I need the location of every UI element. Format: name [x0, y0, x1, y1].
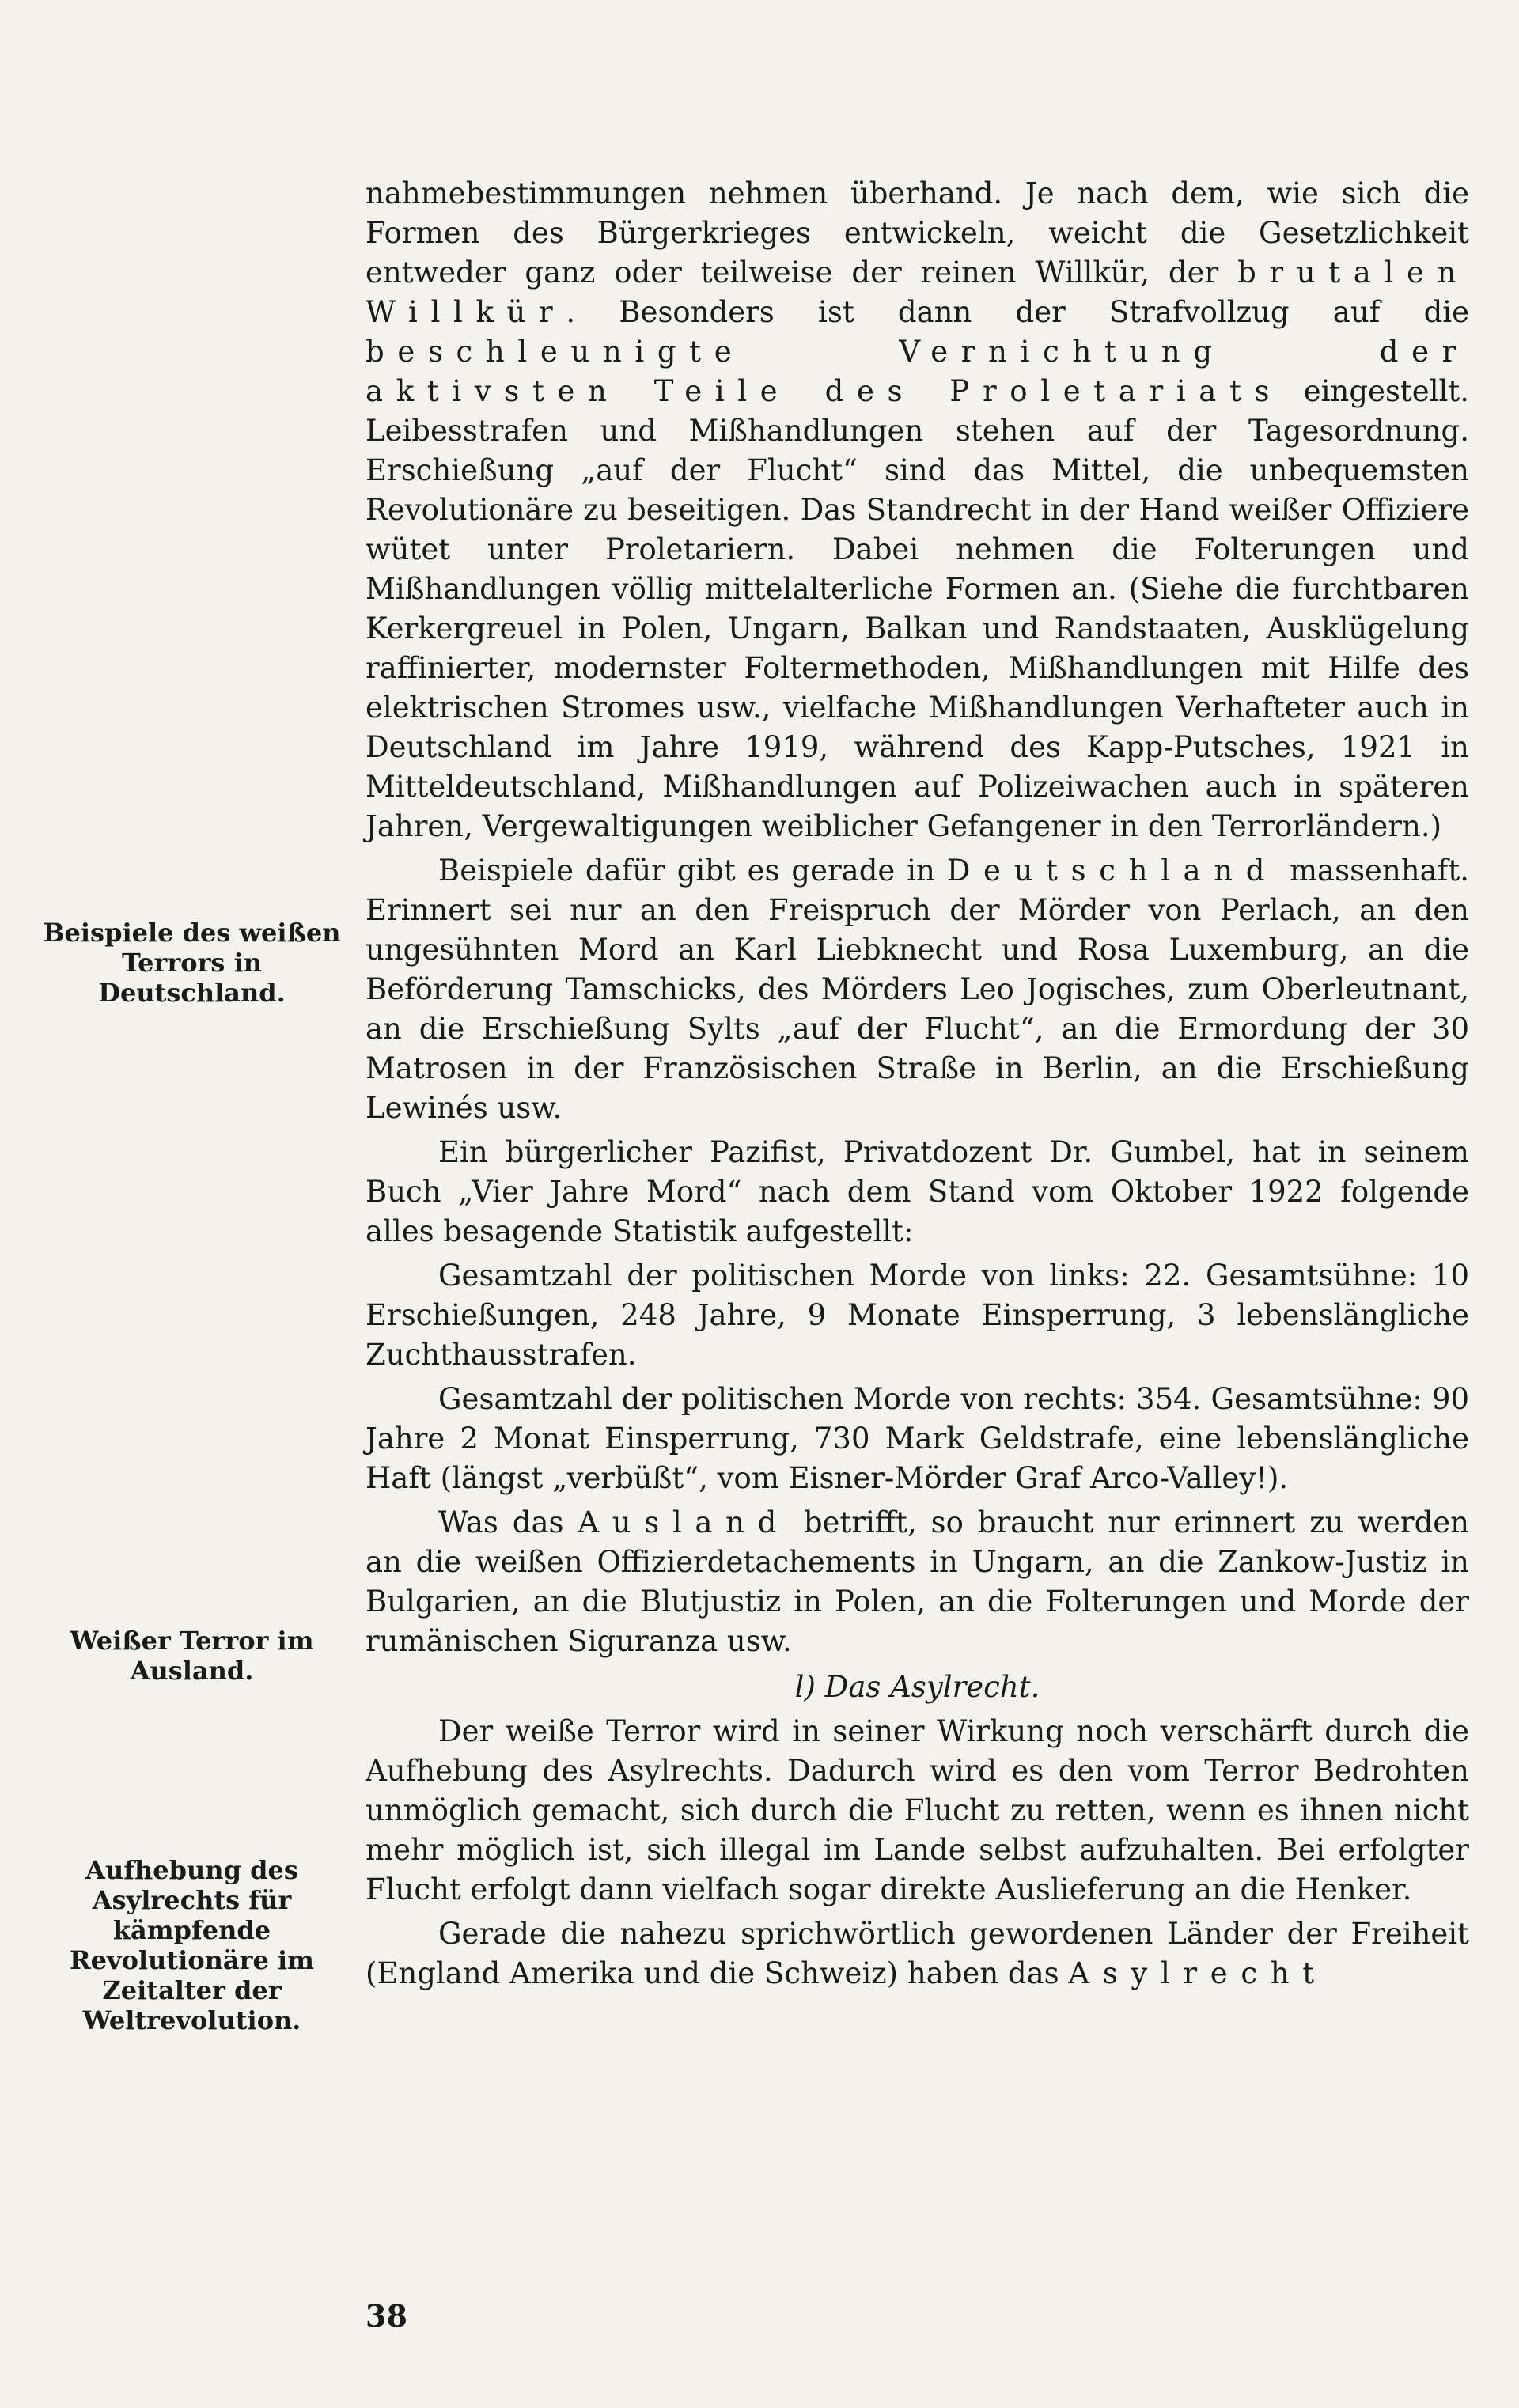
spaced-emphasis: Ausland [578, 1505, 790, 1539]
text-run: betrifft, so braucht nur erinnert zu werden an die weißen Offizierdetachements in Ungarn, an die Zankow-Justiz in Bulgarien, an die Blutjustiz in Polen, an die Folterungen und Morde der rumänischen Siguranza usw. [366, 1505, 1469, 1658]
spaced-emphasis: beschleunigte Vernichtung der aktivsten Teile des Proletariats [366, 335, 1469, 408]
spaced-emphasis: brutalen Willkür [366, 256, 1469, 329]
text-run: nahmebestimmungen nehmen überhand. Je nach dem, wie sich die Formen des Bürgerkrieges entwickeln, weicht die Gesetzlichkeit entweder ganz oder teilweise der reinen Willkür, der [366, 176, 1469, 290]
text-run: eingestellt. Leibesstrafen und Mißhandlungen stehen auf der Tagesordnung. Erschießung „auf der Flucht“ sind das Mittel, die unbequemsten Revolutionäre zu beseitigen. Das Standrecht in der Hand weißer Offiziere wütet unter Proletariern. Dabei nehmen die Folterungen und Mißhandlungen völlig mittelalterliche Formen an. (Siehe die furchtbaren Kerkergreuel in Polen, Ungarn, Balkan und Randstaaten, Ausklügelung raffinierter, modernster Foltermethoden, Mißhandlungen mit Hilfe des elektrischen Stromes usw., vielfache Mißhandlungen Verhafteter auch in Deutschland im Jahre 1919, während des Kapp-Putsches, 1921 in Mitteldeutschland, Mißhandlungen auf Polizeiwachen auch in späteren Jahren, Vergewaltigungen weiblicher Gefangener in den Terrorländern.) [366, 374, 1469, 843]
paragraph-stats-left: Gesamtzahl der politischen Morde von links: 22. Gesamtsühne: 10 Erschießungen, 248 Jahre, 9 Monate Einsperrung, 3 lebenslängliche Zuchthausstrafen. [366, 1259, 1469, 1372]
spaced-emphasis: Deutschland [946, 854, 1278, 888]
paragraph-freedom-countries [366, 1914, 1469, 1993]
margin-note-germany: Beispiele des weißen Terrors in Deutschland. [43, 918, 341, 1008]
text-run: . Besonders ist dann der Strafvollzug auf die [566, 295, 1469, 329]
text-run: massenhaft. Erinnert sei nur an den Freispruch der Mörder von Perlach, an den ungesühnten Mord an Karl Liebknecht und Rosa Luxemburg, an die Beförderung Tamschicks, des Mörders Leo Jogisches, zum Oberleutnant, an die Erschießung Sylts „auf der Flucht“, an die Ermordung der 30 Matrosen in der Französischen Straße in Berlin, an die Erschießung Lewinés usw. [366, 854, 1469, 1125]
text-run: Was das [438, 1505, 578, 1539]
text-run: Beispiele dafür gibt es gerade in [438, 854, 947, 888]
paragraph-continuation [366, 174, 1469, 846]
main-text [366, 174, 1469, 1998]
margin-note-asylum: Aufhebung des Asylrechts für kämpfende Revolutionäre im Zeitalter der Weltrevolution. [70, 1855, 314, 2035]
page-number: 38 [366, 2298, 407, 2334]
text-run: Gerade die nahezu sprichwörtlich gewordenen Länder der Freiheit (England Amerika und die Schweiz) haben das [366, 1917, 1469, 1990]
paragraph-asylum: Der weiße Terror wird in seiner Wirkung noch verschärft durch die Aufhebung des Asylrechts. Dadurch wird es den vom Terror Bedrohten unmöglich gemacht, sich durch die Flucht zu retten, wenn es ihnen nicht mehr möglich ist, sich illegal im Lande selbst aufzuhalten. Bei erfolgter Flucht erfolgt dann vielfach sogar direkte Auslieferung an die Henker. [366, 1714, 1469, 1906]
paragraph-abroad [366, 1503, 1469, 1661]
paragraph-stats-right: Gesamtzahl der politischen Morde von rechts: 354. Gesamtsühne: 90 Jahre 2 Monat Einsperrung, 730 Mark Geldstrafe, eine lebenslängliche Haft (längst „verbüßt“, vom Eisner-Mörder Graf Arco-Valley!). [366, 1382, 1469, 1495]
section-heading: l) Das Asylrecht. [794, 1670, 1040, 1704]
paragraph-examples-germany [366, 851, 1469, 1128]
margin-note-abroad: Weißer Terror im Ausland. [70, 1626, 314, 1686]
paragraph-gumbel: Ein bürgerlicher Pazifist, Privatdozent Dr. Gumbel, hat in seinem Buch „Vier Jahre Mord“ nach dem Stand vom Oktober 1922 folgende alles besagende Statistik aufgestellt: [366, 1135, 1469, 1248]
spaced-emphasis: Asylrecht [1068, 1956, 1328, 1990]
